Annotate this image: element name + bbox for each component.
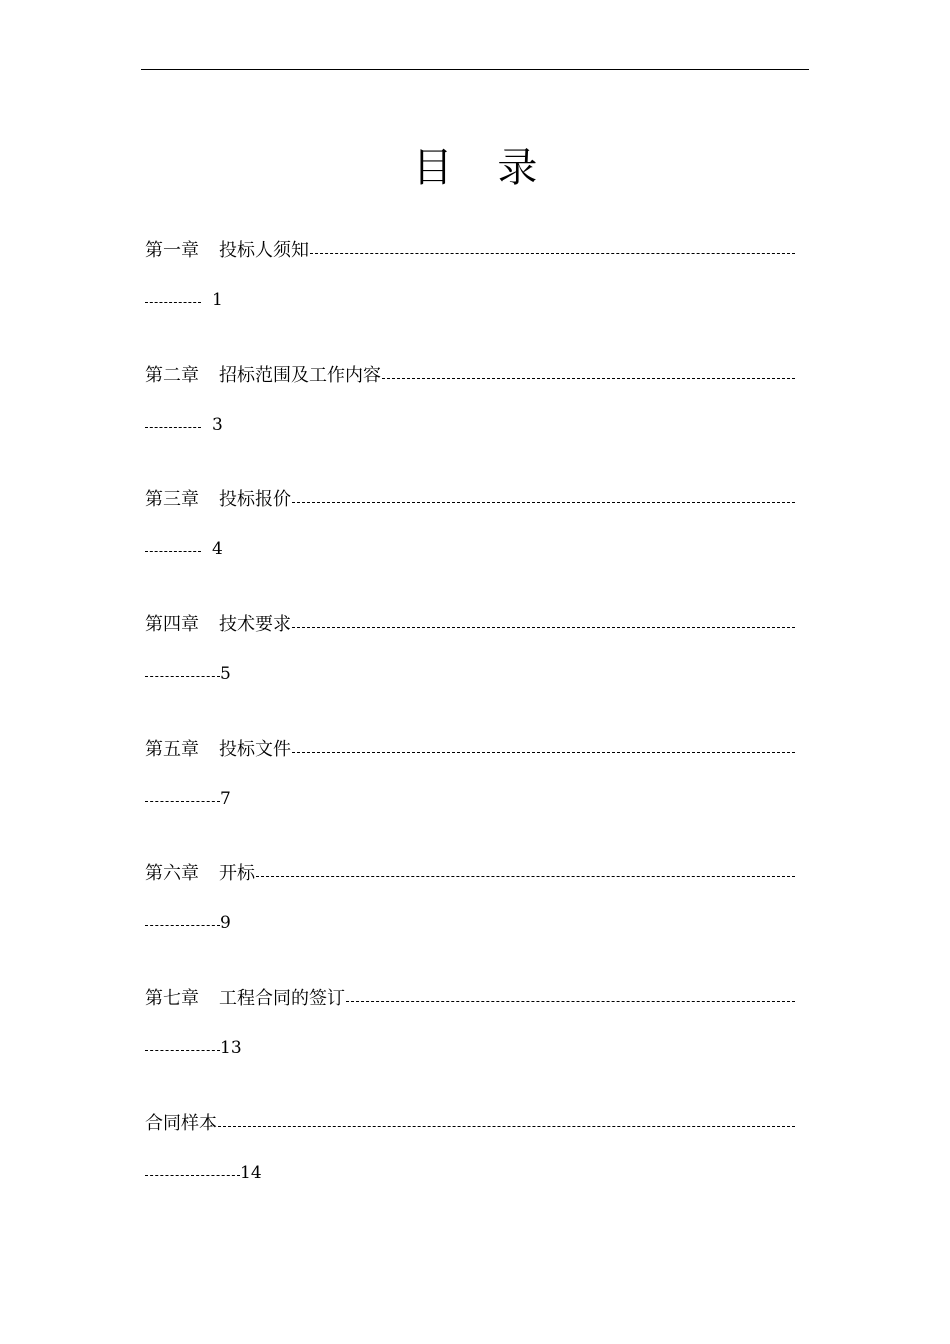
toc-chapter-number: 第四章 (145, 614, 199, 635)
toc-page-line (145, 1034, 795, 1058)
toc-page-line (145, 785, 795, 809)
toc-entry[interactable] (145, 359, 795, 435)
toc-chapter-number: 第二章 (145, 365, 199, 386)
toc-line (145, 857, 795, 885)
toc-line (145, 1107, 795, 1135)
toc-entry[interactable] (145, 857, 795, 933)
toc-page-line (145, 909, 795, 933)
toc-line (145, 234, 795, 262)
dot-leader (292, 502, 795, 503)
header-rule (141, 69, 809, 70)
page-title: 目 录 (412, 145, 554, 191)
dot-leader (256, 876, 795, 877)
toc-chapter-number: 第三章 (145, 489, 199, 510)
toc-chapter-title: 投标报价 (219, 489, 291, 510)
toc-line (145, 733, 795, 761)
dot-leader (346, 1001, 795, 1002)
toc-entry[interactable] (145, 608, 795, 684)
toc-page-line (145, 535, 795, 559)
toc-page-line (145, 1159, 795, 1183)
dot-leader (145, 1175, 240, 1176)
toc-chapter-number: 第一章 (145, 240, 199, 261)
toc-page-line (145, 286, 795, 310)
toc-chapter-number: 第五章 (145, 739, 199, 760)
toc-page-number: 4 (212, 539, 223, 559)
toc-line (145, 608, 795, 636)
dot-leader (145, 1050, 220, 1051)
toc-chapter-title: 合同样本 (145, 1113, 217, 1134)
toc-page-number: 9 (220, 913, 231, 933)
toc-page-number: 5 (220, 664, 231, 684)
dot-leader (145, 676, 220, 677)
toc-page-line (145, 660, 795, 684)
toc-chapter-title: 投标人须知 (219, 240, 309, 261)
toc-chapter-title: 工程合同的签订 (219, 988, 345, 1009)
dot-leader (145, 551, 201, 552)
toc-page-number: 1 (212, 290, 223, 310)
toc-entry[interactable] (145, 733, 795, 809)
dot-leader (382, 378, 795, 379)
toc-chapter-number: 第六章 (145, 863, 199, 884)
toc-page-number: 3 (212, 415, 223, 435)
dot-leader (292, 627, 795, 628)
dot-leader (218, 1126, 795, 1127)
toc-page-line (145, 411, 795, 435)
toc-entry[interactable] (145, 483, 795, 559)
dot-leader (145, 427, 201, 428)
toc-chapter-title: 投标文件 (219, 739, 291, 760)
dot-leader (145, 801, 220, 802)
toc-entry[interactable] (145, 1107, 795, 1183)
toc-chapter-title: 技术要求 (219, 614, 291, 635)
toc-line (145, 483, 795, 511)
toc-entry[interactable] (145, 234, 795, 310)
toc-page-number: 13 (220, 1038, 242, 1058)
dot-leader (145, 302, 201, 303)
dot-leader (292, 752, 795, 753)
toc-line (145, 982, 795, 1010)
toc-entry[interactable] (145, 982, 795, 1058)
dot-leader (310, 253, 795, 254)
toc-page-number: 14 (240, 1163, 262, 1183)
toc-chapter-title: 招标范围及工作内容 (219, 365, 381, 386)
toc-chapter-title: 开标 (219, 863, 255, 884)
toc-line (145, 359, 795, 387)
dot-leader (145, 925, 220, 926)
toc-chapter-number: 第七章 (145, 988, 199, 1009)
toc-page-number: 7 (220, 789, 231, 809)
